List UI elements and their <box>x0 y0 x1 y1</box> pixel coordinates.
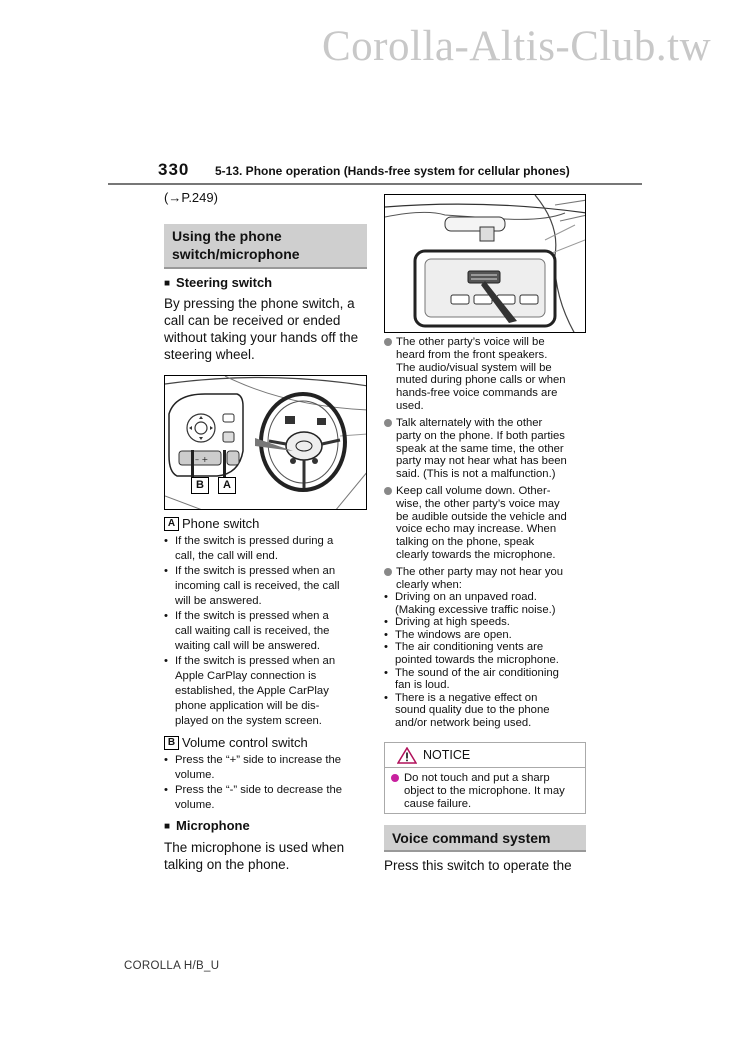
text-line: incoming call is received, the call <box>175 580 340 592</box>
label-b-volume-switch <box>164 735 308 750</box>
text-line: call can be received or ended <box>164 313 341 328</box>
text-line: and/or network being used. <box>395 716 532 729</box>
steering-paragraph <box>164 295 369 363</box>
list-item <box>384 485 589 562</box>
text-line: call waiting call is received, the <box>175 625 330 637</box>
text-line: The microphone is used when <box>164 840 345 855</box>
dot-item-2 <box>384 417 589 481</box>
text-line: • If the switch is pressed when a <box>175 610 329 622</box>
text-line: • The windows are open. <box>395 628 512 641</box>
text-line: By pressing the phone switch, a <box>164 296 355 311</box>
text-line: volume. <box>175 799 215 811</box>
label-text: Phone switch <box>182 516 260 531</box>
text-line: The audio/visual system will be <box>396 361 552 374</box>
volume-bullets <box>164 753 369 813</box>
text-line: Do not touch and put a sharp <box>404 772 550 784</box>
text-line: • There is a negative effect on <box>395 691 538 704</box>
text-line: Apple CarPlay connection is <box>175 670 317 682</box>
text-line: • The sound of the air conditioning <box>395 666 559 679</box>
list-item <box>391 772 579 810</box>
svg-text:– +: – + <box>195 455 209 464</box>
watermark: Corolla-Altis-Club.tw <box>322 23 712 70</box>
text-line: voice echo may increase. When <box>396 523 557 536</box>
text-line: pointed towards the microphone. <box>395 653 559 666</box>
page-number: 330 <box>158 160 190 179</box>
text-line: hands-free voice commands are <box>396 387 558 400</box>
not-hear-bullets <box>384 591 589 730</box>
microphone-heading: ■ Microphone <box>164 818 250 833</box>
text-line: phone application will be dis- <box>175 700 320 712</box>
text-line: Keep call volume down. Other- <box>396 485 551 497</box>
text-line: The other party may not hear you <box>396 566 564 578</box>
text-line: • Driving on an unpaved road. <box>395 591 537 603</box>
list-item <box>384 692 589 730</box>
notice-title: NOTICE <box>423 748 471 762</box>
text-line: object to the microphone. It may <box>404 784 565 797</box>
list-item <box>164 564 369 609</box>
text-line: muted during phone calls or when <box>396 374 566 387</box>
microphone-figure <box>384 194 586 333</box>
dot-item-3 <box>384 485 589 562</box>
text-line: • Driving at high speeds. <box>395 616 510 629</box>
steering-switch-heading: ■ Steering switch <box>164 275 272 290</box>
text-line: • If the switch is pressed when an <box>175 655 336 667</box>
list-item <box>384 629 589 642</box>
list-item <box>164 654 369 729</box>
footer-model: COROLLA H/B_U <box>124 960 220 972</box>
phone-switch-bullets <box>164 534 369 729</box>
figure-callout-b: B <box>191 477 209 494</box>
list-item <box>384 336 589 413</box>
text-line: • Press the “-” side to decrease the <box>175 784 343 796</box>
warning-icon <box>397 747 417 764</box>
overhead-console-illustration <box>385 195 586 333</box>
figure-callout-a: A <box>218 477 236 494</box>
text-line: party may not hear what has been <box>396 455 567 468</box>
dot-item-1 <box>384 336 589 413</box>
label-letter-a: A <box>164 517 179 531</box>
text-line: volume. <box>175 769 215 781</box>
text-line: call, the call will end. <box>175 550 278 562</box>
voice-paragraph: Press this switch to operate the <box>384 858 572 873</box>
list-item <box>164 753 369 783</box>
text-line: wise, the other party’s voice may <box>396 497 560 510</box>
text-line: steering wheel. <box>164 347 255 362</box>
list-item <box>164 609 369 654</box>
text-line: The other party’s voice will be <box>396 336 545 348</box>
chapter-title: 5-13. Phone operation (Hands-free system for cellular phones) <box>215 164 570 178</box>
text-line: used. <box>396 399 424 412</box>
text-line: without taking your hands off the <box>164 330 359 345</box>
text-line: be audible outside the vehicle and <box>396 510 567 523</box>
steering-wheel-figure <box>164 375 367 510</box>
text-line: played on the system screen. <box>175 715 322 727</box>
dot-item-4 <box>384 566 589 592</box>
text-line: • Press the “+” side to increase the <box>175 754 342 766</box>
text-line: Talk alternately with the other <box>396 417 543 429</box>
text-line: • If the switch is pressed when an <box>175 565 336 577</box>
text-line: clearly when: <box>396 578 462 591</box>
text-line: said. (This is not a malfunction.) <box>396 468 556 481</box>
text-line: • If the switch is pressed during a <box>175 535 334 547</box>
cross-reference-link[interactable]: (→P.249) <box>164 190 218 205</box>
list-item <box>384 616 589 629</box>
text-line: talking on the phone, speak <box>396 536 535 549</box>
list-item <box>384 417 589 481</box>
text-line: heard from the front speakers. <box>396 348 548 361</box>
label-text: Volume control switch <box>182 735 308 750</box>
label-a-phone-switch <box>164 516 259 531</box>
text-line: fan is loud. <box>395 679 450 692</box>
text-line: clearly towards the microphone. <box>396 548 556 561</box>
list-item <box>384 566 589 592</box>
list-item <box>164 783 369 813</box>
list-item <box>384 591 589 616</box>
text-line: sound quality due to the phone <box>395 704 550 717</box>
text-line: will be answered. <box>175 595 262 607</box>
section-heading-voice-command: Voice command system <box>384 825 586 852</box>
section-heading-phone-switch <box>164 224 367 269</box>
list-item <box>164 534 369 564</box>
text-line: waiting call will be answered. <box>175 640 321 652</box>
notice-box <box>384 742 586 814</box>
section-heading-line: switch/microphone <box>172 246 300 262</box>
list-item <box>384 641 589 666</box>
list-item <box>384 667 589 692</box>
section-heading-line: Using the phone <box>172 228 282 244</box>
text-line: established, the Apple CarPlay <box>175 685 329 697</box>
text-line: cause failure. <box>404 797 472 810</box>
header-rule <box>108 183 642 185</box>
microphone-paragraph <box>164 839 369 873</box>
text-line: party on the phone. If both parties <box>396 429 565 442</box>
notice-body <box>385 768 585 816</box>
text-line: (Making excessive traffic noise.) <box>395 603 556 616</box>
notice-header <box>385 743 585 768</box>
text-line: • The air conditioning vents are <box>395 641 544 654</box>
text-line: talking on the phone. <box>164 857 290 872</box>
text-line: speak at the same time, the other <box>396 442 564 455</box>
label-letter-b: B <box>164 736 179 750</box>
